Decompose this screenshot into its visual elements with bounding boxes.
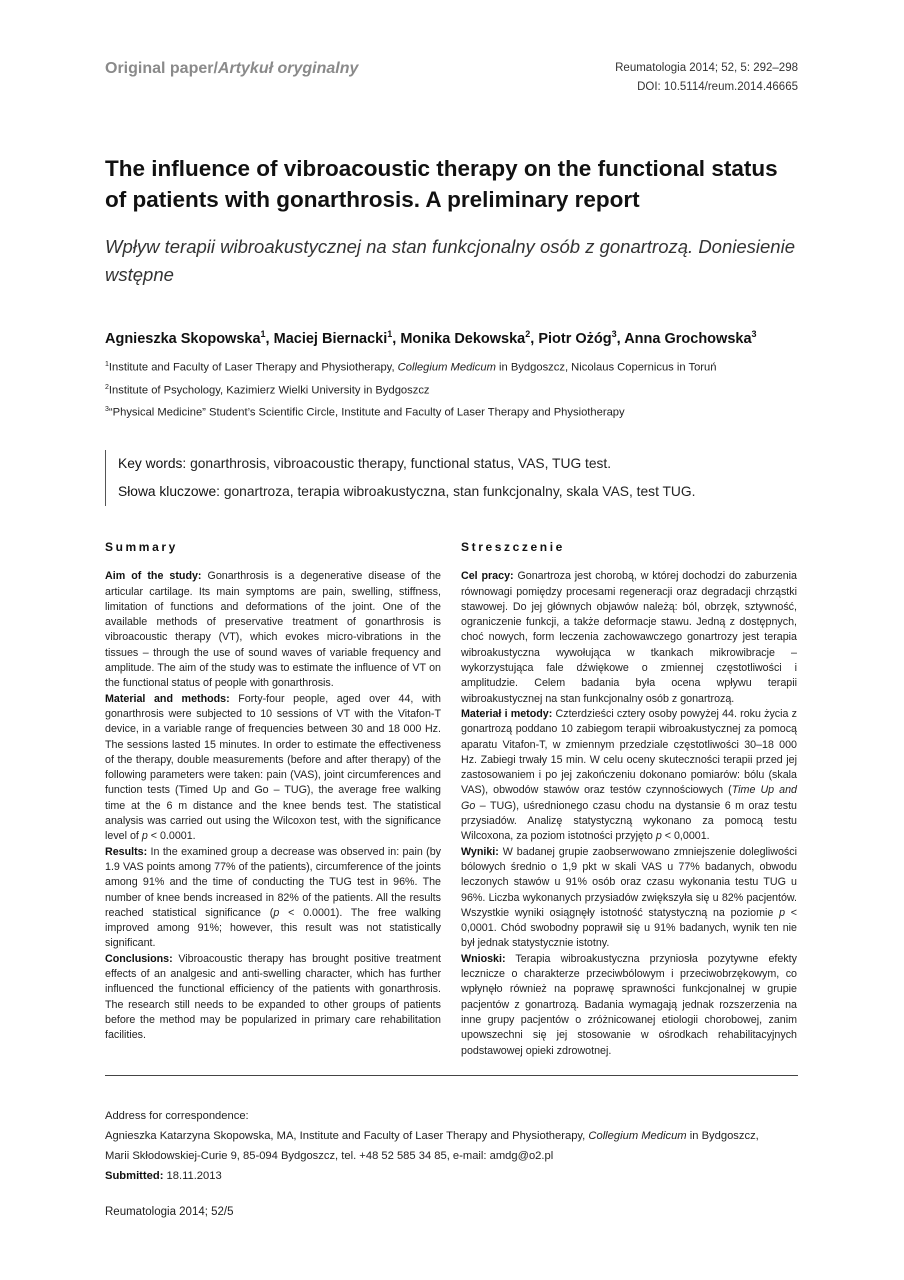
author-list: Agnieszka Skopowska$^1$, Maciej Biernacki$^1$, Monika Dekowska$^2$, Piotr Ożóg$^3$, Anna Grochowska$^3$ xyxy=(105,329,757,347)
paper-type: Original paper/Artykuł oryginalny xyxy=(105,60,359,77)
address-line: Marii Skłodowskiej-Curie 9, 85-094 Bydgoszcz, tel. +48 52 585 34 85, e-mail: amdg@o2.pl xyxy=(105,1150,554,1162)
streszczenie-column xyxy=(461,540,797,1059)
author: Piotr Ożóg xyxy=(538,330,612,347)
streszczenie-methods: Materiał i metody: Czterdzieści cztery osoby powyżej 44. roku życia z gonartrozą poddano 10 zabiegom terapii wibroakustycznej za pomocą aparatu Vitafon-T, w zmiennym przedziale częstotliwości 30–18 000 Hz. Zabiegi trwały 15 min. W celu oceny skuteczności terapii przed jej zastosowaniem i po jej zakończeniu dokonano pomiarów: bólu (skala VAS), obwodów stawów oraz testów czynnościowych (Time Up and Go – TUG), uśrednionego czasu chodu na dystansie 6 m oraz testu przysiadów. Analizę statystyczną wykonano za pomocą testu Wilcoxona, za poziom istotności przyjęto p < 0,0001. xyxy=(461,707,798,843)
summary-conclusions: Conclusions: Vibroacoustic therapy has brought positive treatment effects of an analgesic and anti-swelling character, which has further influenced the functional efficiency of the patients with gonarthrosis. The research still needs to be expanded to other groups of patients before the method may be popularized in primary care rehabilitation facilities. xyxy=(105,952,441,1042)
article-title: The influence of vibroacoustic therapy on the functional status of patients with gonarthrosis. A preliminary report xyxy=(105,156,778,212)
affiliations xyxy=(105,355,825,423)
summary-results: Results: In the examined group a decrease was observed in: pain (by 1.9 VAS points among 77% of the patients), circumference of the joints among 91% and the time of conducting the TUG test in 96%. The number of knee bends increased in 82% of the patients. All the results reached statistical significance (p < 0.0001). The free walking improved among 91%; however, this result was not statistically significant. xyxy=(105,845,441,950)
submitted-date: Submitted: 18.11.2013 xyxy=(105,1170,222,1182)
address-line: Agnieszka Katarzyna Skopowska, MA, Institute and Faculty of Laser Therapy and Physiotherapy, Collegium Medicum in Bydgoszcz, xyxy=(105,1130,759,1142)
page-footer: Reumatologia 2014; 52/5 xyxy=(105,1206,234,1218)
affiliation: $^2$Institute of Psychology, Kazimierz Wielki University in Bydgoszcz xyxy=(105,383,430,397)
section-divider xyxy=(105,1075,798,1076)
summary-methods: Material and methods: Forty-four people, aged over 44, with gonarthrosis were subjected to 10 sessions of VT with the Vitafon-T device, in a variable range of frequencies between 30 and 18 000 Hz. The sessions lasted 15 minutes. In order to estimate the effectiveness of the therapy, double measurements (before and after therapy) of the following parameters were taken: pain (VAS), joint circumferences and function tests (Timed Up and Go – TUG), the average free walking time at the 6 m distance and the knee bends test. The statistical analysis was carried out using the Wilcoxon test, with the significance level of p < 0.0001. xyxy=(105,692,441,843)
streszczenie-results: Wyniki: W badanej grupie zaobserwowano zmniejszenie dolegliwości bólowych średnio o 1,9 pkt w skali VAS u 77% badanych, obwodu leczonych stawów u 91% osób oraz czasu wykonania testu TUG u 96%. Liczba wykonanych przysiadów zwiększyła się u 82% pacjentów. Wszystkie wyniki osiągnęły istotność statystyczną na poziomie p < 0,0001. Chód swobodny poprawił się u 91% badanych, wynik ten nie był jednak statystycznie istotny. xyxy=(461,845,797,950)
summary-heading: Summary xyxy=(105,540,178,554)
correspondence-address xyxy=(105,1106,805,1186)
doi: DOI: 10.5114/reum.2014.46665 xyxy=(637,81,798,93)
author: Maciej Biernacki xyxy=(273,330,388,347)
citation: Reumatologia 2014; 52, 5: 292–298 xyxy=(615,62,798,74)
keywords-polish: Słowa kluczowe: gonartroza, terapia wibroakustyczna, stan funkcjonalny, skala VAS, test TUG. xyxy=(118,484,696,499)
keywords-box xyxy=(105,450,818,506)
affiliation: $^1$Institute and Faculty of Laser Therapy and Physiotherapy, Collegium Medicum in Bydgoszcz, Nicolaus Copernicus in Toruń xyxy=(105,361,717,374)
summary-column xyxy=(105,540,441,1044)
affiliation: $^3$“Physical Medicine” Student’s Scientific Circle, Institute and Faculty of Laser Therapy and Physiotherapy xyxy=(105,406,625,420)
streszczenie-heading: Streszczenie xyxy=(461,540,565,554)
keywords-english: Key words: gonarthrosis, vibroacoustic therapy, functional status, VAS, TUG test. xyxy=(118,456,612,471)
article-subtitle-polish: Wpływ terapii wibroakustycznej na stan funkcjonalny osób z gonartrozą. Doniesienie wstępne xyxy=(105,236,795,285)
streszczenie-aim: Cel pracy: Gonartroza jest chorobą, w której dochodzi do zaburzenia równowagi pomiędzy procesami regeneracji oraz degradacji chrząstki stawowej. Do jej głównych objawów należą: ból, obrzęk, sztywność, ograniczenie funkcji, a także deformacje stawu. Jedną z dostępnych, choć nowych, form leczenia zachowawczego gonartrozy jest terapia wibroakustyczna wywołująca w tkankach mikrowibracje – wykorzystująca fale dźwiękowe o zmiennej częstotliwości i amplitudzie. Celem badania była ocena wpływu terapii wibroakustycznej na stan funkcjonalny osób z gonartrozą. xyxy=(461,570,797,705)
address-label: Address for correspondence: xyxy=(105,1110,249,1122)
author: Agnieszka Skopowska xyxy=(105,330,261,347)
streszczenie-conclusions: Wnioski: Terapia wibroakustyczna przyniosła pozytywne efekty lecznicze o charakterze przeciwbólowym i przeciwobrzękowym, co wpłynęło również na poprawę sprawności funkcjonalnej w grupie pacjentów z gonartrozą. Badania wymagają jednak rozszerzenia na inne grupy pacjentów o zróżnicowanej etiologii chorobowej, zanim upowszechni się jej stosowanie w ośrodkach rehabilitacyjnych podstawowej opieki zdrowotnej. xyxy=(461,952,797,1057)
summary-aim: Aim of the study: Gonarthrosis is a degenerative disease of the articular cartilage. Its main symptoms are pain, swelling, stiffness, limitation of functions and deformations of the joint. One of the available methods of preservative treatment of gonarthrosis is vibroacoustic therapy (VT), which evokes micro-vibrations in the tissues – through the use of sound waves of variable frequency and amplitude. The aim of the study was to estimate the influence of VT on the functional status of people with gonarthrosis. xyxy=(105,570,441,690)
author: Monika Dekowska xyxy=(400,330,526,347)
author: Anna Grochowska xyxy=(624,330,752,347)
citation-block xyxy=(615,59,798,97)
